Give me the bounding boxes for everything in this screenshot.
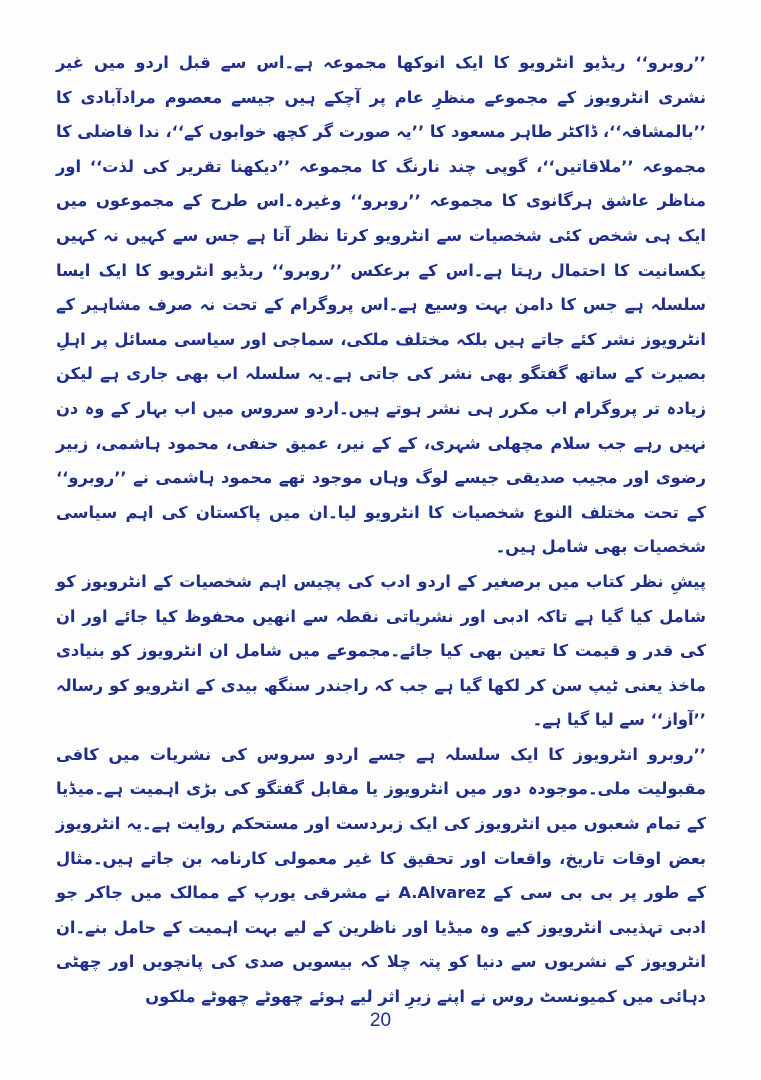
paragraph-1: ’’روبرو‘‘ ریڈیو انٹرویو کا ایک انوکھا مجموعہ ہے۔اس سے قبل اردو میں غیر نشری انٹرویوز کے مجموعے منظرِ عام پر آچکے ہیں جیسے معصوم مرادآبادی کا ’’بالمشافہ‘‘، ڈاکٹر طاہر مسعود کا ’’یہ صورت گر کچھ خوابوں کے‘‘، ندا فاضلی کا مجموعہ ’’ملاقاتیں‘‘، گوپی چند نارنگ کا مجموعہ ’’دیکھنا تقریر کی لذت‘‘ اور مناظر عاشق ہرگانوی کا مجموعہ ’’روبرو‘‘ وغیرہ۔اس طرح کے مجموعوں میں ایک ہی شخص کئی شخصیات سے انٹرویو کرتا نظر آتا ہے جس سے کہیں نہ کہیں یکسانیت کا احتمال رہتا ہے۔اس کے برعکس ’’روبرو‘‘ ریڈیو انٹرویو کا ایک ایسا سلسلہ ہے جس کا دامن بہت وسیع ہے۔اس پروگرام کے تحت نہ صرف مشاہیر کے انٹرویوز نشر کئے جاتے ہیں بلکہ مختلف ملکی، سماجی اور سیاسی مسائل پر اہلِ بصیرت کے ساتھ گفتگو بھی نشر کی جاتی ہے۔یہ سلسلہ اب بھی جاری ہے لیکن زیادہ تر پروگرام اب مکرر ہی نشر ہوتے ہیں۔اردو سروس میں اب بہار کے وہ دن نہیں رہے جب سلام مچھلی شہری، کے کے نیر، عمیق حنفی، محمود ہاشمی، زبیر رضوی اور مجیب صدیقی جیسے لوگ وہاں موجود تھے محمود ہاشمی نے ’’روبرو‘‘ کے تحت مختلف النوع شخصیات کا انٹرویو لیا۔ان میں پاکستان کی اہم سیاسی شخصیات بھی شامل ہیں۔ bbox=[56, 53, 706, 557]
page-number: 20 bbox=[369, 1010, 392, 1031]
paragraph-3: ’’روبرو انٹرویوز کا ایک سلسلہ ہے جسے اردو سروس کی نشریات میں کافی مقبولیت ملی۔موجودہ دور میں انٹرویوز یا مقابل گفتگو کی بڑی اہمیت ہے۔میڈیا کے تمام شعبوں میں انٹرویوز کی ایک زبردست اور مستحکم روایت ہے۔یہ انٹرویوز بعض اوقات تاریخ، واقعات اور تحقیق کا غیر معمولی کارنامہ بن جاتے ہیں۔مثال کے طور پر بی بی سی کے A.Alvarez نے مشرقی یورپ کے ممالک میں جاکر جو ادبی تہذیبی انٹرویوز کیے وہ میڈیا اور ناظرین کے لیے بہت اہمیت کے حامل بنے۔ان انٹرویوز کے نشریوں سے دنیا کو پتہ چلا کہ بیسویں صدی کی پانچویں اور چھٹی دہائی میں کمیونسٹ روس نے اپنے زیرِ اثر لیے ہوئے چھوٹے چھوٹے ملکوں bbox=[56, 744, 706, 1007]
paragraph-2: پیشِ نظر کتاب میں برصغیر کے اردو ادب کی پچیس اہم شخصیات کے انٹرویوز کو شامل کیا گیا ہے تاکہ ادبی اور نشریاتی نقطہ سے انھیں محفوظ کیا جائے اور ان کی قدر و قیمت کا تعین بھی کیا جائے۔مجموعے میں شامل ان انٹرویوز کو بنیادی ماخذ یعنی ٹیپ سن کر لکھا گیا ہے جب کہ راجندر سنگھ بیدی کے انٹرویو کو رسالہ ’’آواز‘‘ سے لیا گیا ہے۔ bbox=[56, 571, 706, 730]
body-text bbox=[56, 46, 706, 1015]
